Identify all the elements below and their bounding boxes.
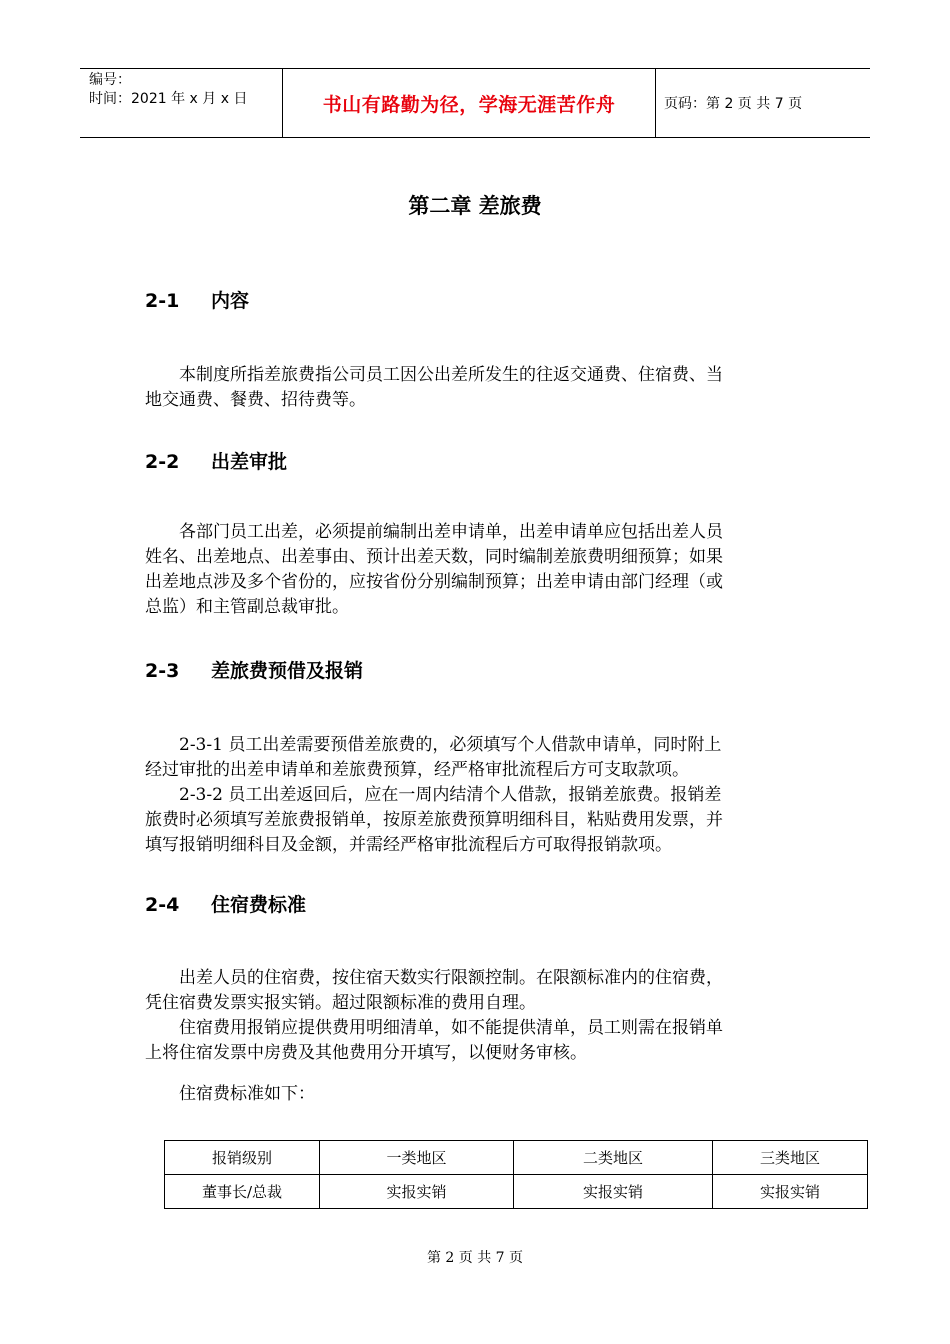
header-meta: [80, 69, 283, 137]
body-line: 凭住宿费发票实报实销。超过限额标准的费用自理。: [145, 993, 536, 1013]
body-line: 经过审批的出差申请单和差旅费预算，经严格审批流程后方可支取款项。: [145, 760, 689, 780]
section-number: 2-1: [145, 290, 180, 312]
section-number: 2-2: [145, 451, 180, 473]
section-title: 差旅费预借及报销: [211, 660, 364, 682]
section-body-2-4: [145, 966, 810, 1107]
section-heading-2-1: [145, 286, 249, 313]
table-header-row: [165, 1141, 868, 1175]
body-line: 地交通费、餐费、招待费等。: [145, 390, 366, 410]
section-number: 2-3: [145, 660, 180, 682]
body-line: 姓名、出差地点、出差事由、预计出差天数，同时编制差旅费明细预算；如果: [145, 547, 723, 567]
document-number: 编号：: [89, 72, 131, 88]
section-title: 住宿费标准: [211, 894, 307, 916]
section-body-2-3: [145, 733, 810, 858]
accommodation-standard-table: [164, 1140, 868, 1209]
body-line: 本制度所指差旅费指公司员工因公出差所发生的往返交通费、住宿费、当: [179, 365, 723, 385]
table-cell: 实报实销: [713, 1175, 868, 1209]
body-line: 各部门员工出差，必须提前编制出差申请单，出差申请单应包括出差人员: [179, 522, 723, 542]
header-page-number: 页码：第 2 页 共 7 页: [664, 96, 803, 112]
body-line: 旅费时必须填写差旅费报销单，按原差旅费预算明细科目，粘贴费用发票，并: [145, 810, 723, 830]
section-body-2-1: [145, 363, 810, 413]
page-footer: 第 2 页 共 7 页: [426, 1250, 524, 1266]
table-header-cell: 报销级别: [165, 1141, 320, 1175]
chapter-title: 第二章 差旅费: [408, 194, 542, 218]
section-title: 出差审批: [211, 451, 288, 473]
section-heading-2-4: [145, 890, 306, 917]
body-line: 住宿费标准如下：: [179, 1084, 315, 1104]
section-body-2-2: [145, 520, 810, 620]
body-line: 出差人员的住宿费，按住宿天数实行限额控制。在限额标准内的住宿费，: [179, 968, 723, 988]
table-cell: 实报实销: [320, 1175, 514, 1209]
body-line: 出差地点涉及多个省份的，应按省份分别编制预算；出差申请由部门经理（或: [145, 572, 723, 592]
section-heading-2-2: [145, 447, 287, 474]
table-row: [165, 1175, 868, 1209]
header-motto-cell: [283, 69, 656, 137]
document-date: 时间：2021 年 x 月 x 日: [89, 91, 248, 107]
table-header-cell: 三类地区: [713, 1141, 868, 1175]
table-header-cell: 一类地区: [320, 1141, 514, 1175]
body-line: 上将住宿发票中房费及其他费用分开填写，以便财务审核。: [145, 1043, 587, 1063]
section-title: 内容: [211, 290, 250, 312]
table-header-cell: 二类地区: [514, 1141, 713, 1175]
header-page-cell: [656, 69, 870, 137]
table-cell: 董事长/总裁: [165, 1175, 320, 1209]
body-line: 2-3-2 员工出差返回后，应在一周内结清个人借款，报销差旅费。报销差: [179, 785, 722, 805]
section-heading-2-3: [145, 656, 363, 683]
body-line: 住宿费用报销应提供费用明细清单，如不能提供清单，员工则需在报销单: [179, 1018, 723, 1038]
page-header: [80, 68, 870, 138]
body-line: 填写报销明细科目及金额，并需经严格审批流程后方可取得报销款项。: [145, 835, 672, 855]
body-line: 2-3-1 员工出差需要预借差旅费的，必须填写个人借款申请单，同时附上: [179, 735, 722, 755]
table-cell: 实报实销: [514, 1175, 713, 1209]
body-line: 总监）和主管副总裁审批。: [145, 597, 349, 617]
header-motto: 书山有路勤为径，学海无涯苦作舟: [322, 93, 616, 116]
section-number: 2-4: [145, 894, 180, 916]
